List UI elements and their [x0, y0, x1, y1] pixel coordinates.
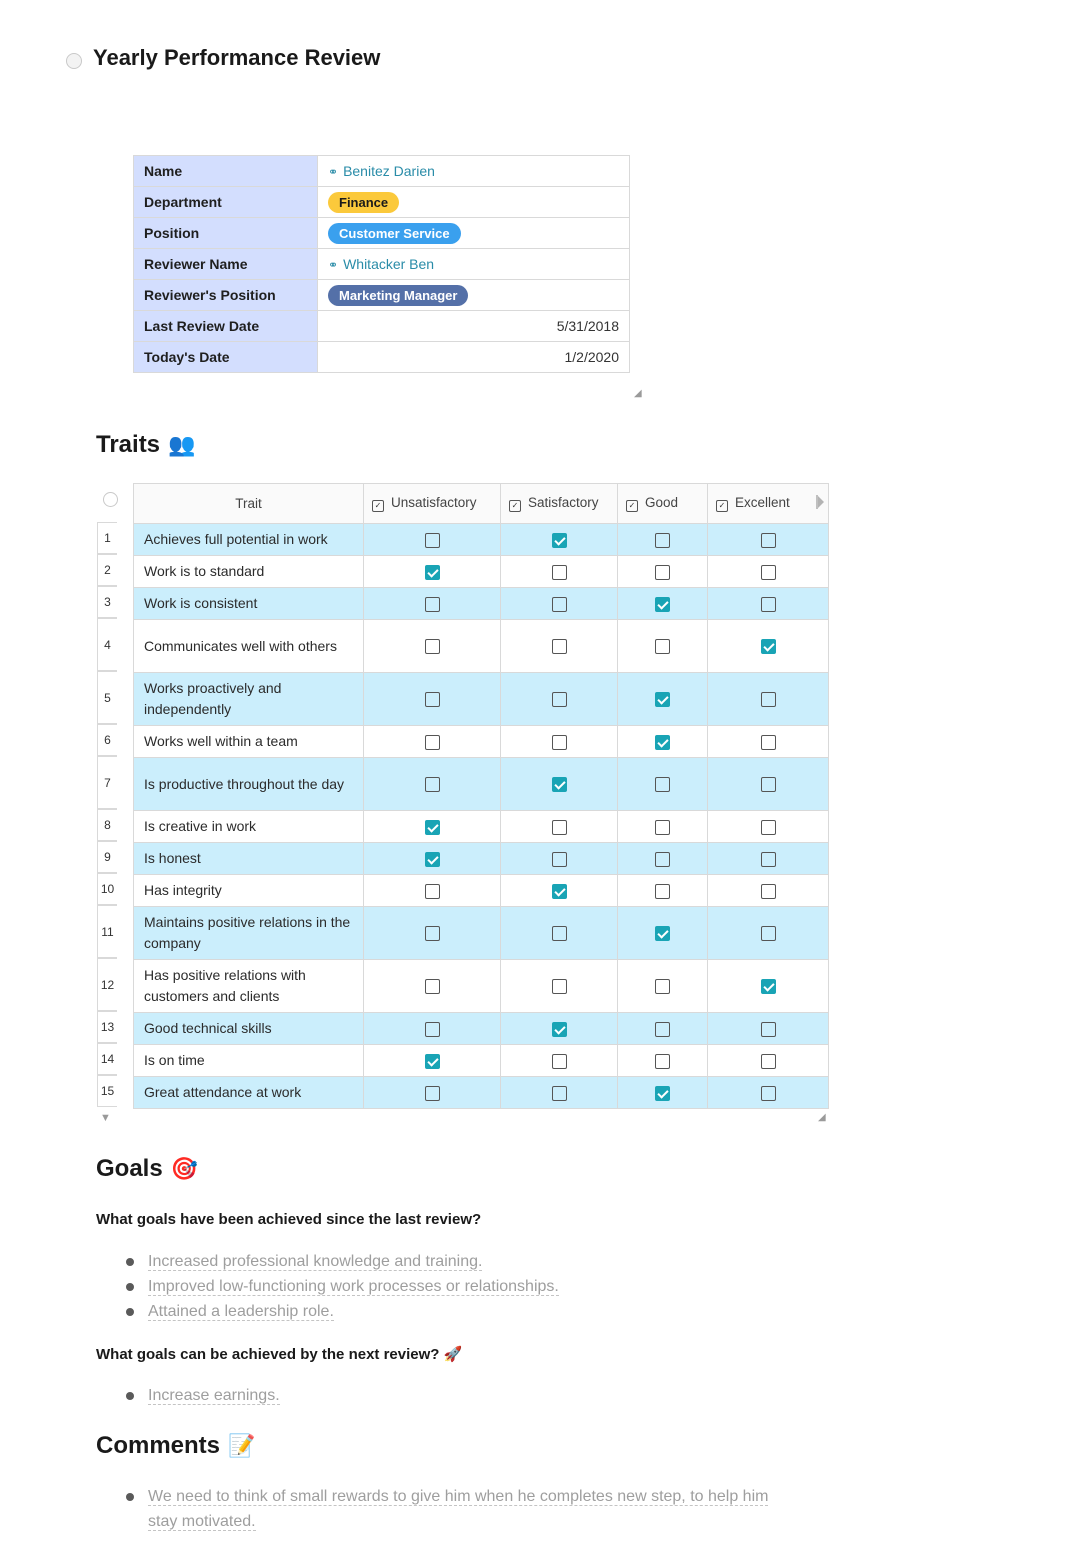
table-row: [134, 556, 829, 588]
rating-checkbox[interactable]: [425, 1022, 440, 1037]
department-tag[interactable]: Finance: [328, 192, 399, 213]
rating-checkbox[interactable]: [655, 1022, 670, 1037]
info-label: Department: [134, 187, 318, 218]
rating-checkbox[interactable]: [655, 852, 670, 867]
rating-cell: [708, 907, 829, 960]
employee-name[interactable]: Benitez Darien: [343, 163, 435, 179]
info-row-name: [134, 156, 630, 187]
table-row: [134, 673, 829, 726]
traits-heading: Traits 👥: [96, 431, 196, 458]
traits-table: [133, 483, 829, 1109]
rating-checkbox[interactable]: [761, 565, 776, 580]
rating-checkbox[interactable]: [552, 639, 567, 654]
column-header-satisfactory[interactable]: ✓ Satisfactory: [501, 484, 618, 524]
rating-cell: [501, 907, 618, 960]
rating-checkbox[interactable]: [552, 926, 567, 941]
info-label: Reviewer's Position: [134, 280, 318, 311]
list-item[interactable]: Increase earnings.: [126, 1383, 280, 1408]
rating-checkbox[interactable]: [761, 735, 776, 750]
rating-cell: [364, 588, 501, 620]
row-number[interactable]: 5: [97, 671, 117, 724]
rating-cell: [501, 1013, 618, 1045]
row-number[interactable]: 4: [97, 618, 117, 671]
rating-cell: [708, 843, 829, 875]
row-number[interactable]: 9: [97, 841, 117, 873]
row-number[interactable]: 12: [97, 958, 117, 1011]
rating-cell: [708, 1013, 829, 1045]
rating-cell: [501, 843, 618, 875]
rating-checkbox[interactable]: [655, 777, 670, 792]
rating-checkbox[interactable]: [761, 777, 776, 792]
column-header-good[interactable]: ✓ Good: [618, 484, 708, 524]
target-emoji-icon: 🎯: [170, 1156, 199, 1181]
rating-cell: [708, 726, 829, 758]
rating-checkbox[interactable]: [425, 639, 440, 654]
rating-checkbox[interactable]: [552, 1022, 567, 1037]
trait-name[interactable]: Achieves full potential in work: [134, 524, 364, 556]
rating-checkbox[interactable]: [761, 639, 776, 654]
trait-name[interactable]: Communicates well with others: [134, 620, 364, 673]
table-row: [134, 1045, 829, 1077]
rating-checkbox[interactable]: [655, 1054, 670, 1069]
rating-cell: [364, 1013, 501, 1045]
rating-cell: [501, 726, 618, 758]
page-title: Yearly Performance Review: [93, 45, 381, 70]
table-resize-handle[interactable]: ◢: [818, 1112, 826, 1123]
reviewer-name[interactable]: Whitacker Ben: [343, 256, 435, 272]
trait-name[interactable]: Is productive throughout the day: [134, 758, 364, 811]
column-header-excellent[interactable]: ✓ Excellent: [708, 484, 829, 524]
rating-cell: [618, 1045, 708, 1077]
rating-checkbox[interactable]: [552, 884, 567, 899]
rating-cell: [708, 960, 829, 1013]
next-goals-list: [126, 1383, 280, 1408]
person-icon: ⚭: [328, 165, 339, 179]
goals-heading: Goals 🎯: [96, 1155, 199, 1182]
title-status-circle[interactable]: [66, 53, 82, 69]
row-number[interactable]: 15: [97, 1075, 117, 1107]
rating-checkbox[interactable]: [552, 852, 567, 867]
rating-cell: [618, 811, 708, 843]
rating-cell: [708, 1045, 829, 1077]
rating-cell: [618, 588, 708, 620]
rating-checkbox[interactable]: [425, 565, 440, 580]
rating-cell: [618, 1077, 708, 1109]
rating-cell: [501, 524, 618, 556]
rating-checkbox[interactable]: [425, 1054, 440, 1069]
table-row: [134, 875, 829, 907]
rocket-emoji-icon: 🚀: [443, 1346, 463, 1363]
row-number[interactable]: 11: [97, 905, 117, 958]
info-row-todays-date: [134, 342, 630, 373]
trait-name[interactable]: Works proactively and independently: [134, 673, 364, 726]
list-item[interactable]: We need to think of small rewards to give him when he completes new step, to help him stay motivated.: [126, 1484, 786, 1534]
rating-cell: [618, 875, 708, 907]
rating-checkbox[interactable]: [655, 979, 670, 994]
comments-list: [126, 1484, 786, 1534]
rating-cell: [501, 1077, 618, 1109]
reviewer-position-tag[interactable]: Marketing Manager: [328, 285, 468, 306]
table-resize-handle[interactable]: ◢: [634, 388, 642, 399]
rating-checkbox[interactable]: [761, 884, 776, 899]
rating-checkbox[interactable]: [552, 692, 567, 707]
rating-cell: [618, 1013, 708, 1045]
info-value-cell[interactable]: [318, 156, 630, 187]
info-value-cell[interactable]: [318, 249, 630, 280]
table-row: [134, 524, 829, 556]
rating-checkbox[interactable]: [552, 735, 567, 750]
rating-checkbox[interactable]: [552, 565, 567, 580]
table-row: [134, 960, 829, 1013]
row-number[interactable]: 3: [97, 586, 117, 618]
rating-cell: [364, 875, 501, 907]
rating-checkbox[interactable]: [425, 533, 440, 548]
rating-checkbox[interactable]: [425, 852, 440, 867]
checkbox-column-icon: ✓: [716, 500, 728, 512]
rating-cell: [618, 673, 708, 726]
row-number[interactable]: 7: [97, 756, 117, 809]
rating-cell: [501, 673, 618, 726]
info-row-last-review-date: [134, 311, 630, 342]
rating-cell: [501, 960, 618, 1013]
rating-checkbox[interactable]: [655, 926, 670, 941]
rating-checkbox[interactable]: [552, 979, 567, 994]
rating-checkbox[interactable]: [655, 639, 670, 654]
rating-cell: [618, 620, 708, 673]
rating-cell: [364, 1077, 501, 1109]
rating-cell: [364, 524, 501, 556]
row-number[interactable]: 14: [97, 1043, 117, 1075]
table-row: [134, 811, 829, 843]
rating-cell: [501, 620, 618, 673]
rating-checkbox[interactable]: [761, 1086, 776, 1101]
rating-checkbox[interactable]: [761, 692, 776, 707]
rating-cell: [618, 907, 708, 960]
info-value-cell[interactable]: [318, 218, 630, 249]
rating-checkbox[interactable]: [655, 735, 670, 750]
rating-checkbox[interactable]: [425, 597, 440, 612]
position-tag[interactable]: Customer Service: [328, 223, 461, 244]
info-row-reviewer-position: [134, 280, 630, 311]
rating-checkbox[interactable]: [425, 926, 440, 941]
rating-checkbox[interactable]: [655, 884, 670, 899]
rating-checkbox[interactable]: [552, 1086, 567, 1101]
checkbox-column-icon: ✓: [372, 500, 384, 512]
column-header-unsatisfactory[interactable]: ✓ Unsatisfactory: [364, 484, 501, 524]
rating-cell: [501, 875, 618, 907]
add-row-icon[interactable]: ▼: [100, 1112, 111, 1124]
row-number[interactable]: 1: [97, 522, 117, 554]
rating-cell: [501, 556, 618, 588]
rating-checkbox[interactable]: [655, 565, 670, 580]
rating-cell: [364, 1045, 501, 1077]
rating-checkbox[interactable]: [761, 979, 776, 994]
rating-checkbox[interactable]: [655, 597, 670, 612]
rating-checkbox[interactable]: [761, 597, 776, 612]
table-row: [134, 843, 829, 875]
rating-cell: [708, 1077, 829, 1109]
trait-name[interactable]: Has positive relations with customers and clients: [134, 960, 364, 1013]
rating-checkbox[interactable]: [655, 1086, 670, 1101]
rating-checkbox[interactable]: [425, 777, 440, 792]
info-label: Today's Date: [134, 342, 318, 373]
info-row-position: [134, 218, 630, 249]
trait-name[interactable]: Is honest: [134, 843, 364, 875]
rating-cell: [364, 556, 501, 588]
rating-checkbox[interactable]: [552, 820, 567, 835]
rating-checkbox[interactable]: [552, 1054, 567, 1069]
info-label: Position: [134, 218, 318, 249]
list-item[interactable]: Improved low-functioning work processes or relationships.: [126, 1274, 559, 1299]
traits-header-row: [134, 484, 829, 524]
table-row: [134, 726, 829, 758]
column-header-trait[interactable]: Trait: [134, 484, 364, 524]
rating-cell: [708, 620, 829, 673]
rating-cell: [708, 588, 829, 620]
rating-cell: [364, 843, 501, 875]
last-review-date[interactable]: 5/31/2018: [318, 311, 630, 342]
rating-cell: [708, 673, 829, 726]
rating-cell: [708, 875, 829, 907]
table-row: [134, 1013, 829, 1045]
rating-cell: [618, 960, 708, 1013]
rating-cell: [364, 726, 501, 758]
trait-name[interactable]: Work is consistent: [134, 588, 364, 620]
list-item[interactable]: Increased professional knowledge and training.: [126, 1249, 559, 1274]
table-row: [134, 620, 829, 673]
achieved-goals-list: [126, 1249, 559, 1324]
person-icon: ⚭: [328, 258, 339, 272]
rating-checkbox[interactable]: [425, 979, 440, 994]
rating-checkbox[interactable]: [552, 533, 567, 548]
rating-cell: [364, 811, 501, 843]
comments-heading: Comments 📝: [96, 1432, 256, 1459]
info-value-cell[interactable]: [318, 187, 630, 218]
trait-name[interactable]: Is on time: [134, 1045, 364, 1077]
table-row: [134, 758, 829, 811]
rating-checkbox[interactable]: [761, 533, 776, 548]
todays-date[interactable]: 1/2/2020: [318, 342, 630, 373]
next-goals-question: What goals can be achieved by the next review? 🚀: [96, 1346, 463, 1363]
rating-cell: [501, 811, 618, 843]
row-number[interactable]: 13: [97, 1011, 117, 1043]
info-label: Reviewer Name: [134, 249, 318, 280]
row-number[interactable]: 6: [97, 724, 117, 756]
trait-name[interactable]: Maintains positive relations in the company: [134, 907, 364, 960]
rating-checkbox[interactable]: [425, 692, 440, 707]
rating-cell: [364, 960, 501, 1013]
list-item[interactable]: Attained a leadership role.: [126, 1299, 559, 1324]
table-row: [134, 907, 829, 960]
table-row: [134, 1077, 829, 1109]
trait-name[interactable]: Works well within a team: [134, 726, 364, 758]
memo-emoji-icon: 📝: [228, 1433, 256, 1458]
trait-name[interactable]: Has integrity: [134, 875, 364, 907]
row-number[interactable]: 8: [97, 809, 117, 841]
rating-cell: [708, 758, 829, 811]
rating-cell: [618, 524, 708, 556]
rating-checkbox[interactable]: [552, 597, 567, 612]
grid-select-all-circle[interactable]: [103, 492, 118, 507]
rating-cell: [364, 758, 501, 811]
checkbox-column-icon: ✓: [509, 500, 521, 512]
people-emoji-icon: 👥: [168, 432, 196, 457]
rating-checkbox[interactable]: [761, 926, 776, 941]
info-value-cell[interactable]: [318, 280, 630, 311]
rating-checkbox[interactable]: [655, 533, 670, 548]
info-row-reviewer-name: [134, 249, 630, 280]
checkbox-column-icon: ✓: [626, 500, 638, 512]
achieved-goals-question: What goals have been achieved since the last review?: [96, 1211, 482, 1228]
rating-checkbox[interactable]: [425, 735, 440, 750]
rating-cell: [501, 1045, 618, 1077]
rating-cell: [708, 811, 829, 843]
rating-checkbox[interactable]: [761, 1022, 776, 1037]
rating-cell: [501, 588, 618, 620]
rating-checkbox[interactable]: [761, 1054, 776, 1069]
rating-cell: [708, 556, 829, 588]
rating-checkbox[interactable]: [425, 884, 440, 899]
rating-checkbox[interactable]: [655, 820, 670, 835]
rating-cell: [364, 907, 501, 960]
trait-name[interactable]: Work is to standard: [134, 556, 364, 588]
rating-checkbox[interactable]: [761, 852, 776, 867]
info-label: Last Review Date: [134, 311, 318, 342]
rating-cell: [618, 843, 708, 875]
rating-checkbox[interactable]: [425, 820, 440, 835]
rating-cell: [618, 758, 708, 811]
info-row-department: [134, 187, 630, 218]
rating-cell: [364, 673, 501, 726]
row-number[interactable]: 2: [97, 554, 117, 586]
table-row: [134, 588, 829, 620]
row-number[interactable]: 10: [97, 873, 117, 905]
rating-checkbox[interactable]: [655, 692, 670, 707]
rating-checkbox[interactable]: [425, 1086, 440, 1101]
trait-name[interactable]: Great attendance at work: [134, 1077, 364, 1109]
rating-cell: [501, 758, 618, 811]
info-label: Name: [134, 156, 318, 187]
employee-info-table: [133, 155, 630, 373]
trait-name[interactable]: Is creative in work: [134, 811, 364, 843]
rating-cell: [364, 620, 501, 673]
add-column-arrow-icon[interactable]: [818, 496, 824, 508]
rating-cell: [708, 524, 829, 556]
trait-name[interactable]: Good technical skills: [134, 1013, 364, 1045]
rating-checkbox[interactable]: [552, 777, 567, 792]
rating-cell: [618, 556, 708, 588]
rating-checkbox[interactable]: [761, 820, 776, 835]
rating-cell: [618, 726, 708, 758]
